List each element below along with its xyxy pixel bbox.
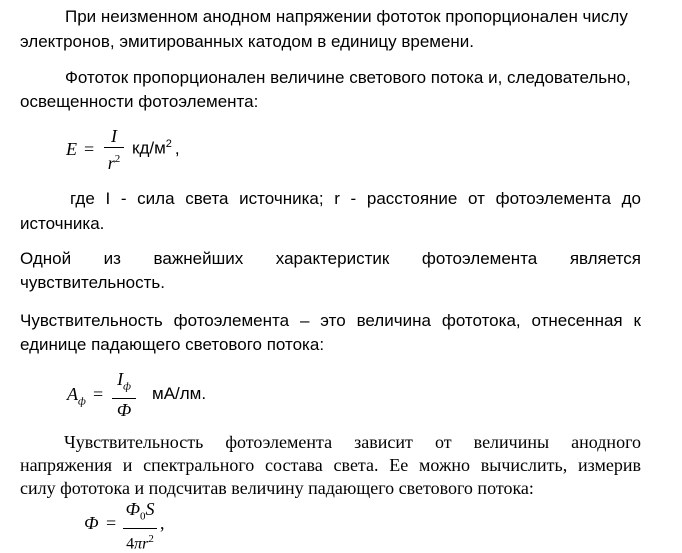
paragraph-sensitivity <box>20 310 641 332</box>
formula-equals: = <box>93 384 104 404</box>
paragraph-dependence <box>64 431 641 453</box>
formula-fraction <box>123 499 157 553</box>
numerator-tail: S <box>145 499 155 519</box>
denominator-base: r <box>142 534 149 552</box>
denominator-exponent: 2 <box>114 153 121 165</box>
formula-denominator <box>126 530 154 553</box>
paragraph-line <box>20 91 640 113</box>
unit-text: кд/м <box>132 138 166 158</box>
paragraph-line-text: освещенности фотоэлемента: <box>20 92 259 111</box>
fraction-bar <box>104 147 124 148</box>
formula-denominator <box>108 149 121 173</box>
formula-unit <box>132 138 180 159</box>
formula-comma: , <box>160 513 165 533</box>
formula-equals: = <box>84 139 95 159</box>
paragraph-line <box>20 334 640 356</box>
formula-numerator <box>126 499 155 527</box>
paragraph-line: Чувствительность фотоэлемента – это величина фототока, отнесенная к <box>20 311 641 330</box>
paragraph-line-text: напряжения и спектрального состава света. Ее можно вычислить, измерив <box>20 455 641 475</box>
paragraph-line-text: чувствительность. <box>20 273 165 292</box>
paragraph-line <box>20 272 640 294</box>
paragraph-line: где I - сила света источника; r - расстояние от фотоэлемента до <box>70 189 641 208</box>
formula-numerator: I <box>111 126 117 146</box>
lhs-subscript: ф <box>78 395 86 408</box>
fraction-bar <box>123 528 157 529</box>
numerator-subscript: 0 <box>139 510 146 523</box>
paragraph-line-text: единице падающего светового потока: <box>20 335 325 354</box>
fraction-bar <box>112 398 136 399</box>
lhs-base: A <box>67 384 78 404</box>
paragraph-characteristics <box>20 248 641 270</box>
paragraph-line: При неизменном анодном напряжении фототок пропорционален числу <box>65 7 628 26</box>
formula-comma: , <box>174 138 180 158</box>
formula-lhs: Ф <box>84 513 99 533</box>
paragraph-line <box>20 213 640 235</box>
paragraph-line <box>20 454 641 476</box>
formula-lhs: E <box>66 139 77 159</box>
paragraph-line-text: источника. <box>20 214 105 233</box>
paragraph-line: Чувствительность фотоэлемента зависит от величины анодного <box>64 432 641 452</box>
formula-unit: мА/лм. <box>152 384 207 403</box>
paragraph-line: Одной из важнейших характеристик фотоэлемента является <box>20 249 641 268</box>
numerator-base: Ф <box>125 499 140 519</box>
formula-numerator <box>117 369 131 397</box>
denominator-coefficient: 4 <box>126 534 135 552</box>
paragraph-line-text: электронов, эмитированных катодом в единицу времени. <box>20 32 475 51</box>
numerator-base: I <box>117 369 124 389</box>
paragraph-photocurrent <box>65 67 641 89</box>
formula-denominator: Ф <box>116 399 132 420</box>
denominator-exponent: 2 <box>148 532 154 545</box>
paragraph-line-text: силу фототока и подсчитав величину падающего светового потока: <box>20 478 534 498</box>
paragraph-line <box>20 31 640 53</box>
numerator-subscript: ф <box>123 380 131 393</box>
paragraph-definitions <box>70 188 641 210</box>
formula-fraction <box>112 369 136 420</box>
denominator-base: r <box>107 153 115 173</box>
paragraph-line: Фототок пропорционален величине светового потока и, следовательно, <box>65 68 631 87</box>
formula-lhs <box>67 384 86 408</box>
formula-equals: = <box>106 513 117 533</box>
paragraph-line <box>20 477 640 499</box>
unit-exponent: 2 <box>165 138 172 150</box>
formula-fraction <box>104 126 124 173</box>
denominator-pi: π <box>134 534 143 552</box>
paragraph-anode-voltage <box>65 6 641 28</box>
